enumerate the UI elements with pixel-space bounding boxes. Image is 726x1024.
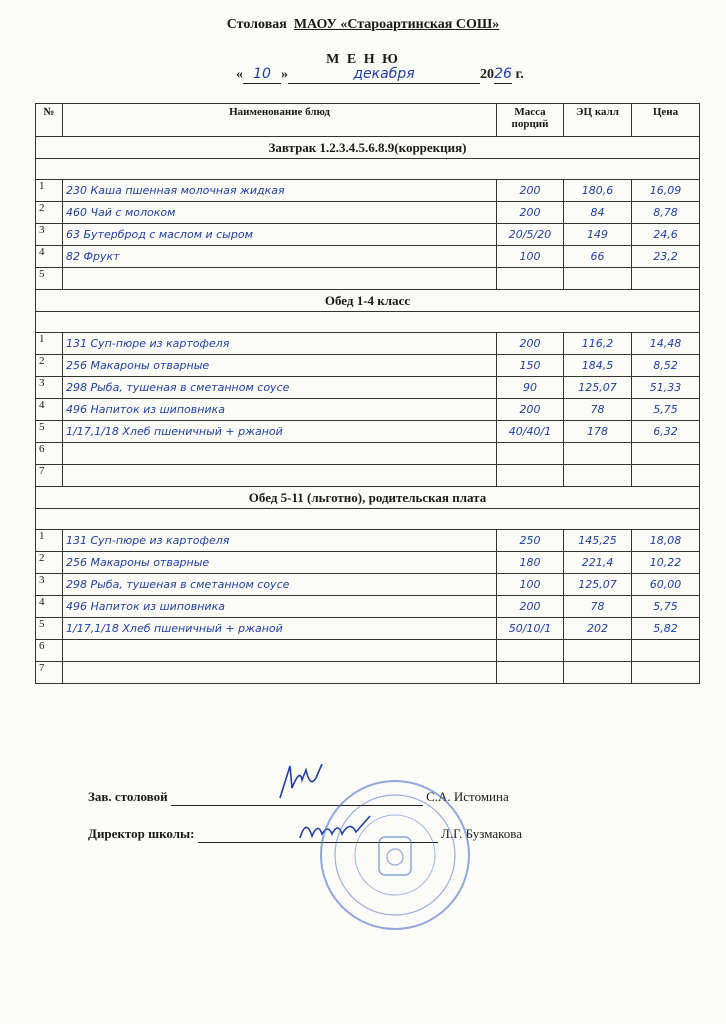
- table-row: [36, 333, 700, 355]
- cell-num: 6: [36, 443, 63, 465]
- table-row: [36, 574, 700, 596]
- col-kcal: ЭЦ калл: [564, 104, 632, 137]
- col-dish: Наименование блюд: [63, 104, 497, 137]
- menu-table: [35, 103, 700, 684]
- section-row: [36, 290, 700, 312]
- table-row: [36, 224, 700, 246]
- cell-price: [632, 443, 700, 465]
- table-row: [36, 180, 700, 202]
- section-spacer: [36, 509, 700, 530]
- section-title: Обед 1-4 класс: [36, 290, 700, 312]
- table-row: [36, 465, 700, 487]
- cell-num: 3: [36, 224, 63, 246]
- table-row: [36, 268, 700, 290]
- cell-dish: 1/17,1/18 Хлеб пшеничный + ржаной: [63, 618, 497, 640]
- cell-dish: [63, 465, 497, 487]
- cell-kcal: [564, 268, 632, 290]
- cell-num: 4: [36, 596, 63, 618]
- date-close-quote: »: [281, 67, 288, 82]
- date-month: декабря: [353, 66, 415, 82]
- cell-num: 2: [36, 202, 63, 224]
- cell-mass: 20/5/20: [497, 224, 564, 246]
- cell-price: 23,2: [632, 246, 700, 268]
- table-row: [36, 640, 700, 662]
- cafeteria-name: С.А. Истомина: [426, 789, 509, 804]
- cell-kcal: [564, 662, 632, 684]
- cell-kcal: 125,07: [564, 574, 632, 596]
- table-row: [36, 552, 700, 574]
- cell-dish: 63 Бутерброд с маслом и сыром: [63, 224, 497, 246]
- cell-num: 1: [36, 530, 63, 552]
- cell-kcal: 184,5: [564, 355, 632, 377]
- cell-kcal: [564, 640, 632, 662]
- cell-price: 14,48: [632, 333, 700, 355]
- section-spacer-cell: [36, 509, 700, 530]
- cell-kcal: 125,07: [564, 377, 632, 399]
- cell-num: 4: [36, 246, 63, 268]
- cell-mass: 180: [497, 552, 564, 574]
- cell-dish: 131 Суп-пюре из картофеля: [63, 530, 497, 552]
- section-spacer: [36, 312, 700, 333]
- col-num: №: [36, 104, 63, 137]
- table-row: [36, 618, 700, 640]
- cell-kcal: 66: [564, 246, 632, 268]
- cell-num: 6: [36, 640, 63, 662]
- cell-price: 16,09: [632, 180, 700, 202]
- school-stamp-icon: [315, 775, 475, 935]
- director-name: Л.Г. Бузмакова: [441, 826, 523, 841]
- cell-price: 24,6: [632, 224, 700, 246]
- cell-num: 7: [36, 465, 63, 487]
- section-spacer: [36, 159, 700, 180]
- table-row: [36, 377, 700, 399]
- organization-header: [0, 17, 726, 33]
- cell-price: 5,75: [632, 596, 700, 618]
- cell-mass: [497, 465, 564, 487]
- cell-dish: 298 Рыба, тушеная в сметанном соусе: [63, 377, 497, 399]
- cell-kcal: 84: [564, 202, 632, 224]
- cell-price: [632, 268, 700, 290]
- table-row: [36, 530, 700, 552]
- cell-kcal: 145,25: [564, 530, 632, 552]
- cell-mass: 40/40/1: [497, 421, 564, 443]
- cell-price: 5,75: [632, 399, 700, 421]
- cell-mass: 250: [497, 530, 564, 552]
- cell-mass: 100: [497, 246, 564, 268]
- cell-dish: 1/17,1/18 Хлеб пшеничный + ржаной: [63, 421, 497, 443]
- cell-mass: [497, 443, 564, 465]
- cell-num: 2: [36, 552, 63, 574]
- cell-mass: [497, 640, 564, 662]
- cell-kcal: 149: [564, 224, 632, 246]
- cell-mass: 100: [497, 574, 564, 596]
- cell-kcal: 78: [564, 399, 632, 421]
- section-row: [36, 137, 700, 159]
- cell-kcal: 116,2: [564, 333, 632, 355]
- cell-num: 5: [36, 421, 63, 443]
- section-title: Обед 5-11 (льготно), родительская плата: [36, 487, 700, 509]
- cell-mass: 200: [497, 180, 564, 202]
- year-unit: г.: [515, 67, 524, 82]
- cell-dish: 131 Суп-пюре из картофеля: [63, 333, 497, 355]
- cell-kcal: 178: [564, 421, 632, 443]
- cell-kcal: 202: [564, 618, 632, 640]
- cell-mass: 150: [497, 355, 564, 377]
- cell-dish: 298 Рыба, тушеная в сметанном соусе: [63, 574, 497, 596]
- col-price: Цена: [632, 104, 700, 137]
- table-row: [36, 443, 700, 465]
- cell-price: 10,22: [632, 552, 700, 574]
- cell-num: 7: [36, 662, 63, 684]
- cell-price: [632, 662, 700, 684]
- section-title: Завтрак 1.2.3.4.5.6.8.9(коррекция): [36, 137, 700, 159]
- cell-price: [632, 465, 700, 487]
- section-row: [36, 487, 700, 509]
- cell-price: 60,00: [632, 574, 700, 596]
- cell-dish: [63, 443, 497, 465]
- cell-dish: 496 Напиток из шиповника: [63, 596, 497, 618]
- cell-num: 1: [36, 333, 63, 355]
- cell-dish: 496 Напиток из шиповника: [63, 399, 497, 421]
- cell-num: 3: [36, 574, 63, 596]
- cell-dish: 82 Фрукт: [63, 246, 497, 268]
- table-header-row: [36, 104, 700, 137]
- year-suffix: 26: [494, 66, 512, 82]
- cell-kcal: 221,4: [564, 552, 632, 574]
- menu-title: М Е Н Ю: [326, 52, 400, 67]
- cell-dish: 460 Чай с молоком: [63, 202, 497, 224]
- cell-mass: 50/10/1: [497, 618, 564, 640]
- table-row: [36, 355, 700, 377]
- cell-dish: 256 Макароны отварные: [63, 552, 497, 574]
- cell-dish: [63, 662, 497, 684]
- director-label: Директор школы:: [88, 826, 195, 841]
- cell-price: 6,32: [632, 421, 700, 443]
- cell-num: 5: [36, 268, 63, 290]
- cell-mass: [497, 268, 564, 290]
- cell-num: 1: [36, 180, 63, 202]
- cell-price: 8,78: [632, 202, 700, 224]
- col-mass: Масса порций: [497, 104, 564, 137]
- table-row: [36, 662, 700, 684]
- table-row: [36, 596, 700, 618]
- cell-price: 5,82: [632, 618, 700, 640]
- cell-mass: 200: [497, 202, 564, 224]
- cell-dish: 230 Каша пшенная молочная жидкая: [63, 180, 497, 202]
- cell-num: 4: [36, 399, 63, 421]
- table-row: [36, 246, 700, 268]
- cell-price: 18,08: [632, 530, 700, 552]
- date-day: 10: [253, 66, 271, 82]
- cell-num: 3: [36, 377, 63, 399]
- date-open-quote: «: [236, 67, 243, 82]
- cell-mass: 200: [497, 333, 564, 355]
- cell-dish: 256 Макароны отварные: [63, 355, 497, 377]
- section-spacer-cell: [36, 312, 700, 333]
- table-row: [36, 399, 700, 421]
- year-prefix: 20: [480, 67, 494, 82]
- table-row: [36, 202, 700, 224]
- cell-dish: [63, 640, 497, 662]
- section-spacer-cell: [36, 159, 700, 180]
- org-prefix: Столовая: [226, 17, 287, 32]
- cell-mass: 90: [497, 377, 564, 399]
- table-row: [36, 421, 700, 443]
- cell-price: [632, 640, 700, 662]
- menu-date-line: [236, 66, 556, 84]
- cell-price: 8,52: [632, 355, 700, 377]
- cafeteria-label: Зав. столовой: [88, 789, 168, 804]
- cell-mass: [497, 662, 564, 684]
- cell-mass: 200: [497, 399, 564, 421]
- cell-mass: 200: [497, 596, 564, 618]
- cell-num: 2: [36, 355, 63, 377]
- cell-kcal: 78: [564, 596, 632, 618]
- cell-kcal: 180,6: [564, 180, 632, 202]
- cell-kcal: [564, 465, 632, 487]
- org-name: МАОУ «Староартинская СОШ»: [293, 17, 500, 32]
- cell-kcal: [564, 443, 632, 465]
- cell-dish: [63, 268, 497, 290]
- cell-price: 51,33: [632, 377, 700, 399]
- cell-num: 5: [36, 618, 63, 640]
